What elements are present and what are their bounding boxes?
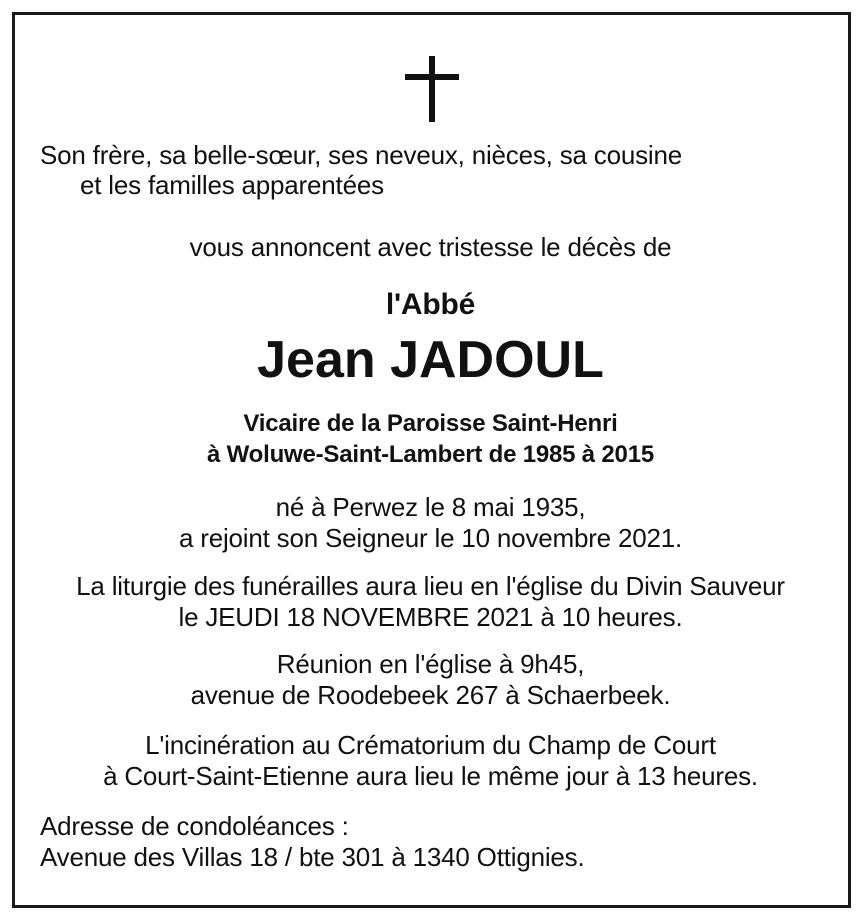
- meeting-line-1: Réunion en l'église à 9h45,: [276, 649, 585, 679]
- cremation-line-2: à Court-Saint-Etienne aura lieu le même jour à 13 heures.: [103, 761, 758, 791]
- role-line-1: Vicaire de la Paroisse Saint-Henri: [243, 410, 618, 437]
- birth-line: né à Perwez le 8 mai 1935,: [275, 492, 586, 522]
- condolence-label: Adresse de condoléances :: [40, 811, 349, 841]
- honorific-title: l'Abbé: [385, 288, 476, 321]
- condolence-address: Avenue des Villas 18 / bte 301 à 1340 Ottignies.: [40, 842, 585, 872]
- cremation-line-1: L'incinération au Crématorium du Champ de Court: [145, 730, 716, 760]
- funeral-line-2: le JEUDI 18 NOVEMBRE 2021 à 10 heures.: [178, 602, 683, 632]
- latin-cross-icon: [405, 56, 459, 122]
- death-line: a rejoint son Seigneur le 10 novembre 2021.: [178, 523, 683, 553]
- deceased-name: Jean JADOUL: [257, 331, 604, 389]
- intro-text: vous annoncent avec tristesse le décès de: [189, 232, 672, 262]
- role-line-2: à Woluwe-Saint-Lambert de 1985 à 2015: [207, 441, 654, 468]
- meeting-line-2: avenue de Roodebeek 267 à Schaerbeek.: [190, 680, 671, 710]
- family-line-1: Son frère, sa belle-sœur, ses neveux, nièces, sa cousine: [40, 140, 683, 170]
- funeral-line-1: La liturgie des funérailles aura lieu en l'église du Divin Sauveur: [76, 571, 785, 601]
- family-line-2: et les familles apparentées: [80, 170, 384, 200]
